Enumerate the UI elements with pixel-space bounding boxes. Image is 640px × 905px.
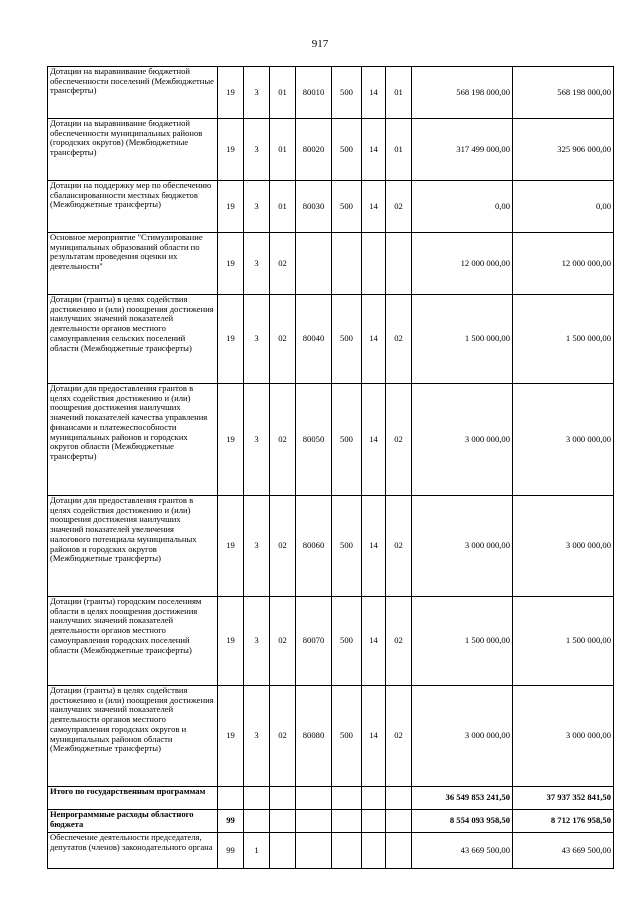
amount-cell-2: 325 906 000,00 xyxy=(513,119,614,181)
amount-cell-2: 3 000 000,00 xyxy=(513,686,614,787)
code-cell-3: 01 xyxy=(270,67,296,119)
amount-cell-2: 37 937 352 841,50 xyxy=(513,787,614,810)
table-row xyxy=(48,295,614,384)
row-name-cell: Обеспечение деятельности председателя, депутатов (членов) законодательного органа xyxy=(48,833,218,869)
code-cell-1: 19 xyxy=(218,181,244,233)
code-cell-3 xyxy=(270,833,296,869)
code-cell-1: 19 xyxy=(218,233,244,295)
table-row xyxy=(48,67,614,119)
code-cell-5: 500 xyxy=(332,181,362,233)
code-cell-5: 500 xyxy=(332,67,362,119)
amount-cell-1: 36 549 853 241,50 xyxy=(412,787,513,810)
amount-cell-2: 8 712 176 958,50 xyxy=(513,810,614,833)
code-cell-4: 80020 xyxy=(296,119,332,181)
code-cell-6 xyxy=(362,833,386,869)
code-cell-6: 14 xyxy=(362,597,386,686)
table-row xyxy=(48,787,614,810)
row-name-cell: Дотации для предоставления грантов в целях содействия достижению и (или) поощрения достижения наилучших значений показателей качества управления финансами и платежеспособности муниципальных районов и городских округов области (Межбюджетные трансферты) xyxy=(48,384,218,496)
code-cell-2: 3 xyxy=(244,686,270,787)
table-row xyxy=(48,384,614,496)
code-cell-1: 19 xyxy=(218,597,244,686)
code-cell-5 xyxy=(332,833,362,869)
amount-cell-1: 3 000 000,00 xyxy=(412,384,513,496)
page-number: 917 xyxy=(311,38,329,50)
code-cell-1 xyxy=(218,787,244,810)
code-cell-2: 3 xyxy=(244,295,270,384)
row-name-cell: Основное мероприятие "Стимулирование муниципальных образований области по результатам проведения оценки их деятельности" xyxy=(48,233,218,295)
code-cell-1: 19 xyxy=(218,119,244,181)
code-cell-7: 01 xyxy=(386,119,412,181)
code-cell-7: 02 xyxy=(386,496,412,597)
code-cell-7 xyxy=(386,233,412,295)
code-cell-7: 02 xyxy=(386,181,412,233)
code-cell-4 xyxy=(296,833,332,869)
amount-cell-1: 1 500 000,00 xyxy=(412,295,513,384)
amount-cell-2: 3 000 000,00 xyxy=(513,384,614,496)
code-cell-7: 02 xyxy=(386,384,412,496)
table-body xyxy=(48,67,614,869)
code-cell-1: 19 xyxy=(218,384,244,496)
code-cell-7: 02 xyxy=(386,597,412,686)
code-cell-6: 14 xyxy=(362,295,386,384)
row-name-cell: Дотации на выравнивание бюджетной обеспеченности муниципальных районов (городских округов) (Межбюджетные трансферты) xyxy=(48,119,218,181)
code-cell-1: 99 xyxy=(218,833,244,869)
amount-cell-2: 43 669 500,00 xyxy=(513,833,614,869)
table-row xyxy=(48,181,614,233)
table-row xyxy=(48,233,614,295)
table-row xyxy=(48,833,614,869)
amount-cell-2: 568 198 000,00 xyxy=(513,67,614,119)
code-cell-3: 02 xyxy=(270,686,296,787)
amount-cell-1: 0,00 xyxy=(412,181,513,233)
code-cell-2 xyxy=(244,810,270,833)
amount-cell-2: 0,00 xyxy=(513,181,614,233)
code-cell-1: 19 xyxy=(218,67,244,119)
amount-cell-1: 3 000 000,00 xyxy=(412,496,513,597)
code-cell-3: 02 xyxy=(270,384,296,496)
code-cell-2: 3 xyxy=(244,181,270,233)
row-name-cell: Дотации (гранты) городским поселениям области в целях поощрения достижения наилучших значений показателей деятельности органов местного самоуправления городских поселений области (Межбюджетные трансферты) xyxy=(48,597,218,686)
code-cell-6: 14 xyxy=(362,119,386,181)
amount-cell-1: 12 000 000,00 xyxy=(412,233,513,295)
code-cell-3 xyxy=(270,787,296,810)
amount-cell-1: 568 198 000,00 xyxy=(412,67,513,119)
code-cell-1: 19 xyxy=(218,686,244,787)
code-cell-6 xyxy=(362,810,386,833)
amount-cell-1: 1 500 000,00 xyxy=(412,597,513,686)
table-row xyxy=(48,597,614,686)
code-cell-5: 500 xyxy=(332,119,362,181)
code-cell-7: 01 xyxy=(386,67,412,119)
code-cell-5 xyxy=(332,787,362,810)
budget-table xyxy=(47,66,614,869)
code-cell-2: 1 xyxy=(244,833,270,869)
code-cell-3: 01 xyxy=(270,181,296,233)
amount-cell-1: 8 554 093 958,50 xyxy=(412,810,513,833)
table-row xyxy=(48,496,614,597)
code-cell-6: 14 xyxy=(362,384,386,496)
code-cell-3 xyxy=(270,810,296,833)
code-cell-2: 3 xyxy=(244,597,270,686)
amount-cell-1: 3 000 000,00 xyxy=(412,686,513,787)
code-cell-6 xyxy=(362,787,386,810)
code-cell-4 xyxy=(296,810,332,833)
code-cell-2: 3 xyxy=(244,67,270,119)
code-cell-1: 99 xyxy=(218,810,244,833)
code-cell-6: 14 xyxy=(362,686,386,787)
code-cell-1: 19 xyxy=(218,295,244,384)
code-cell-6: 14 xyxy=(362,496,386,597)
code-cell-5: 500 xyxy=(332,384,362,496)
amount-cell-2: 12 000 000,00 xyxy=(513,233,614,295)
code-cell-7 xyxy=(386,810,412,833)
table-row xyxy=(48,119,614,181)
code-cell-4: 80050 xyxy=(296,384,332,496)
code-cell-6: 14 xyxy=(362,67,386,119)
code-cell-4: 80040 xyxy=(296,295,332,384)
code-cell-4: 80030 xyxy=(296,181,332,233)
amount-cell-1: 43 669 500,00 xyxy=(412,833,513,869)
table-row xyxy=(48,686,614,787)
code-cell-7: 02 xyxy=(386,686,412,787)
row-name-cell: Непрограммные расходы областного бюджета xyxy=(48,810,218,833)
code-cell-5: 500 xyxy=(332,295,362,384)
code-cell-2 xyxy=(244,787,270,810)
table-row xyxy=(48,810,614,833)
code-cell-4 xyxy=(296,787,332,810)
code-cell-6: 14 xyxy=(362,181,386,233)
code-cell-5 xyxy=(332,233,362,295)
code-cell-2: 3 xyxy=(244,233,270,295)
code-cell-3: 01 xyxy=(270,119,296,181)
code-cell-2: 3 xyxy=(244,119,270,181)
code-cell-7 xyxy=(386,833,412,869)
code-cell-4: 80080 xyxy=(296,686,332,787)
amount-cell-1: 317 499 000,00 xyxy=(412,119,513,181)
code-cell-5: 500 xyxy=(332,496,362,597)
row-name-cell: Итого по государственным программам xyxy=(48,787,218,810)
code-cell-4 xyxy=(296,233,332,295)
code-cell-3: 02 xyxy=(270,597,296,686)
row-name-cell: Дотации на поддержку мер по обеспечению сбалансированности местных бюджетов (Межбюджетные трансферты) xyxy=(48,181,218,233)
code-cell-2: 3 xyxy=(244,496,270,597)
code-cell-7: 02 xyxy=(386,295,412,384)
amount-cell-2: 1 500 000,00 xyxy=(513,295,614,384)
code-cell-2: 3 xyxy=(244,384,270,496)
code-cell-4: 80070 xyxy=(296,597,332,686)
code-cell-7 xyxy=(386,787,412,810)
code-cell-1: 19 xyxy=(218,496,244,597)
row-name-cell: Дотации на выравнивание бюджетной обеспеченности поселений (Межбюджетные трансферты) xyxy=(48,67,218,119)
code-cell-5 xyxy=(332,810,362,833)
code-cell-3: 02 xyxy=(270,295,296,384)
row-name-cell: Дотации (гранты) в целях содействия достижению и (или) поощрения достижения наилучших значений показателей деятельности органов местного самоуправления городских округов и муниципальных районов области (Межбюджетные трансферты) xyxy=(48,686,218,787)
code-cell-4: 80010 xyxy=(296,67,332,119)
row-name-cell: Дотации (гранты) в целях содействия достижению и (или) поощрения достижения наилучших значений показателей деятельности органов местного самоуправления сельских поселений области (Межбюджетные трансферты) xyxy=(48,295,218,384)
code-cell-4: 80060 xyxy=(296,496,332,597)
code-cell-5: 500 xyxy=(332,597,362,686)
code-cell-5: 500 xyxy=(332,686,362,787)
amount-cell-2: 3 000 000,00 xyxy=(513,496,614,597)
amount-cell-2: 1 500 000,00 xyxy=(513,597,614,686)
code-cell-3: 02 xyxy=(270,496,296,597)
code-cell-3: 02 xyxy=(270,233,296,295)
row-name-cell: Дотации для предоставления грантов в целях содействия достижению и (или) поощрения достижения наилучших значений показателей увеличения налогового потенциала муниципальных районов и городских округов (Межбюджетные трансферты) xyxy=(48,496,218,597)
code-cell-6 xyxy=(362,233,386,295)
